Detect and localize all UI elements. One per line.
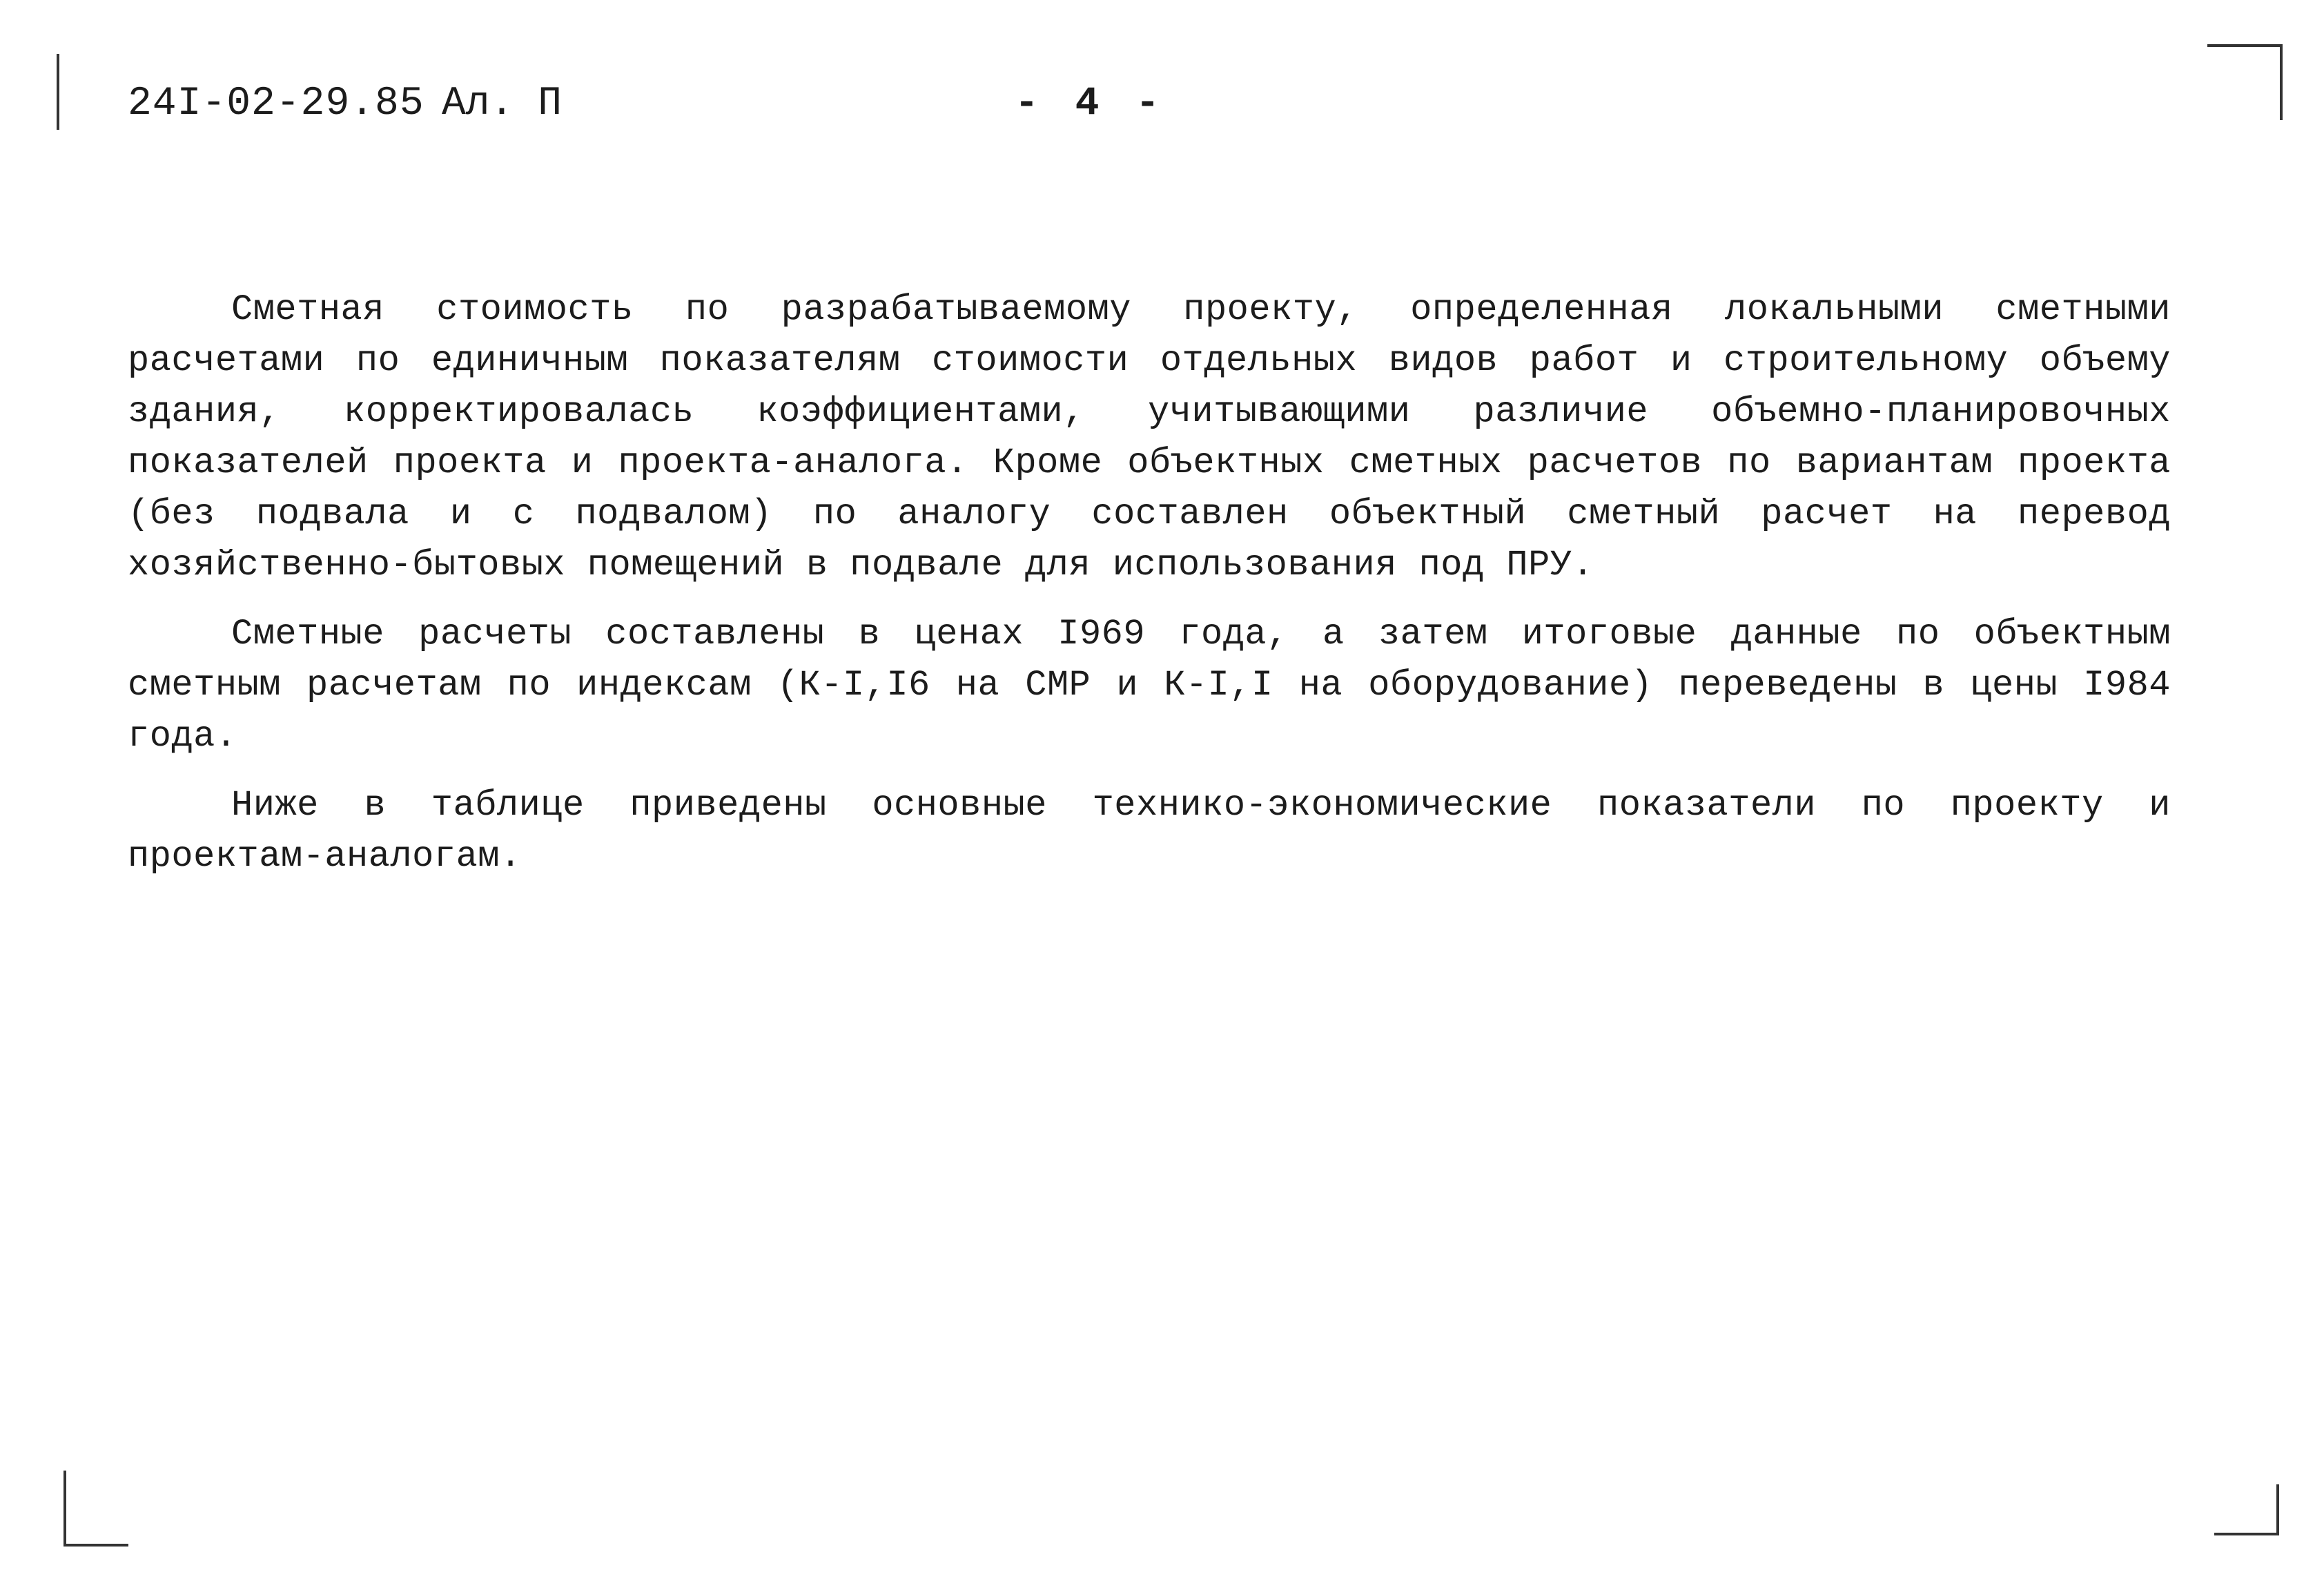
frame-corner-bottom-right: [2214, 1484, 2279, 1535]
document-code: 24I-02-29.85: [128, 81, 424, 126]
frame-corner-top-right: [2207, 44, 2283, 120]
sheet-designation: Ал. П: [442, 81, 563, 126]
paragraph-estimated-cost: Сметная стоимость по разрабатываемому проекту, определенная локальными сметными расчетами по единичным показателям стоимости отдельных видов работ и строительному объему здания, корректировалась коэффициентами, учитывающими различие объемно-планировочных показателей проекта и проекта-аналога. Кроме объектных сметных расчетов по вариантам проекта (без подвала и с подвалом) по аналогу составлен объектный сметный расчет на перевод хозяйственно-бытовых помещений в подвале для использования под ПРУ.: [128, 289, 2171, 585]
paragraph-table-intro: Ниже в таблице приведены основные технико-экономические показатели по проекту и проектам-аналогам.: [128, 785, 2171, 877]
page-number: - 4 -: [1015, 81, 1160, 126]
frame-corner-top-left: [57, 54, 59, 130]
paragraph-price-levels: Сметные расчеты составлены в ценах I969 года, а затем итоговые данные по объектным сметным расчетам по индексам (К-I,I6 на СМР и К-I,I на оборудование) переведены в цены I984 года.: [128, 614, 2171, 757]
document-body: [128, 284, 2171, 900]
frame-corner-bottom-left: [64, 1471, 128, 1547]
